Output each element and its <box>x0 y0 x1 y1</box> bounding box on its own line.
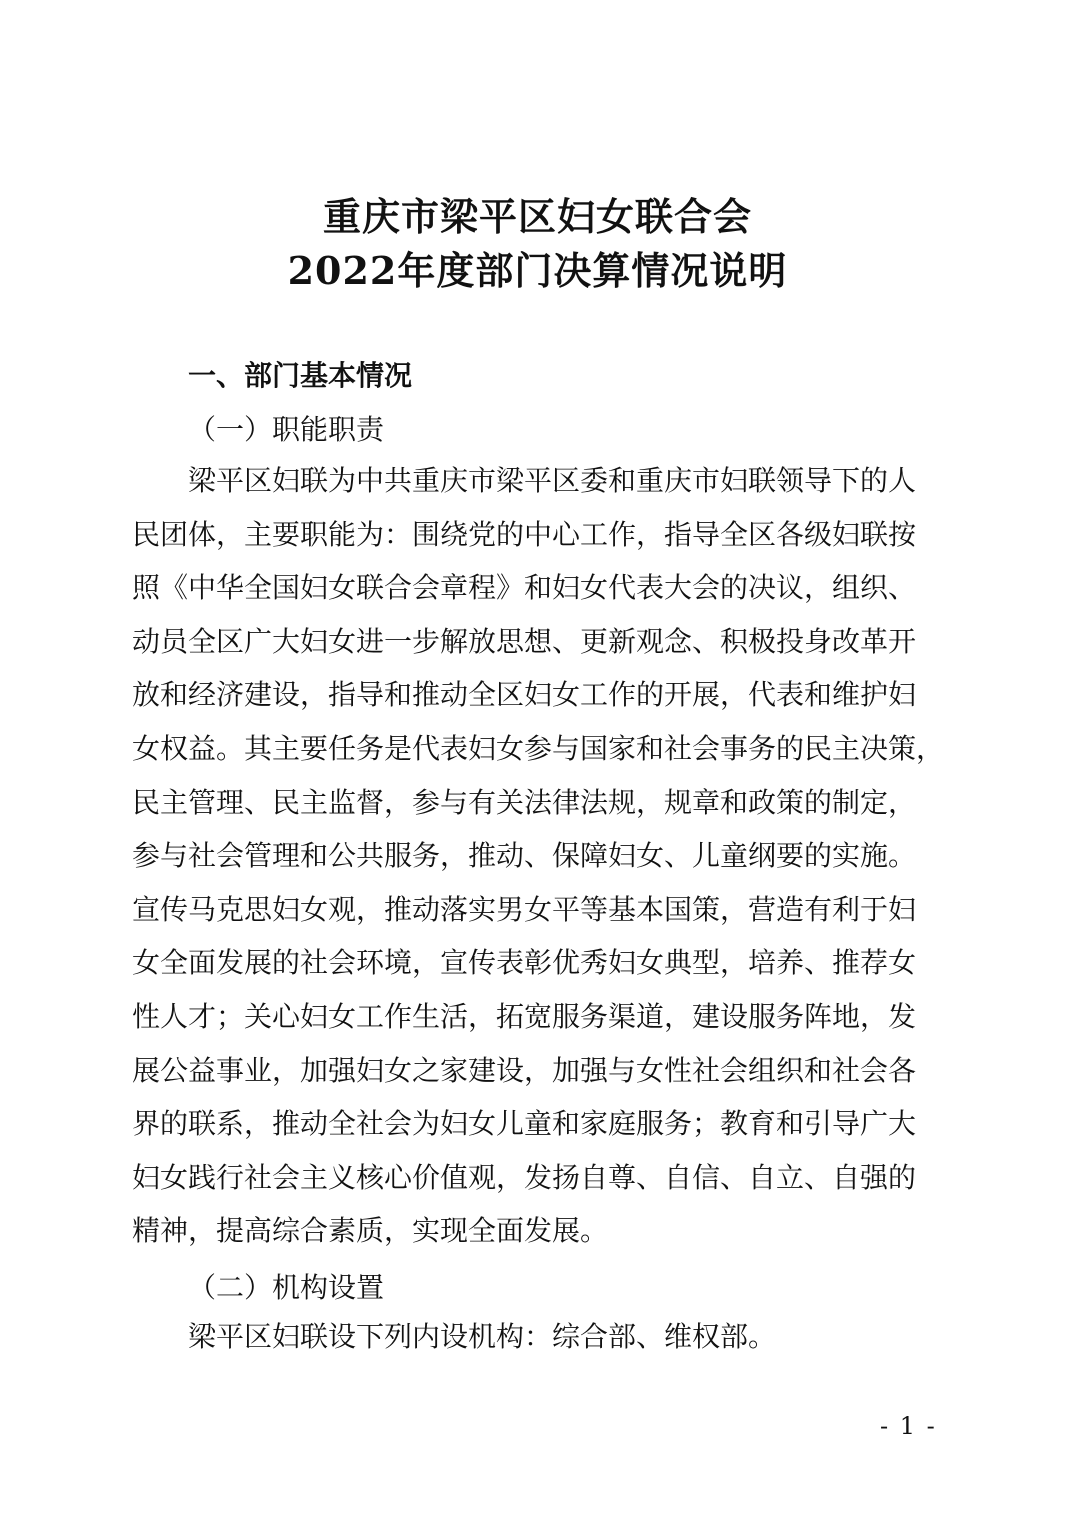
paragraph-line: 放和经济建设，指导和推动全区妇女工作的开展，代表和维护妇 <box>132 678 917 712</box>
document-title-line-2: 2022年度部门决算情况说明 <box>287 248 788 293</box>
document-title-line-1: 重庆市梁平区妇女联合会 <box>322 194 752 239</box>
paragraph-line: 界的联系，推动全社会为妇女儿童和家庭服务；教育和引导广大 <box>132 1107 917 1141</box>
paragraph-line: 妇女践行社会主义核心价值观，发扬自尊、自信、自立、自强的 <box>132 1160 917 1194</box>
paragraph-line: 动员全区广大妇女进一步解放思想、更新观念、积极投身改革开 <box>132 624 917 658</box>
paragraph-line: 女全面发展的社会环境，宣传表彰优秀妇女典型，培养、推荐女 <box>132 946 917 980</box>
paragraph-line: 参与社会管理和公共服务，推动、保障妇女、儿童纲要的实施。 <box>132 839 917 873</box>
sub-heading-organization: （二）机构设置 <box>188 1271 385 1304</box>
sub-heading-functions: （一）职能职责 <box>188 413 385 446</box>
paragraph-line: 民团体，主要职能为：围绕党的中心工作，指导全区各级妇联按 <box>132 517 917 551</box>
paragraph-line: 性人才；关心妇女工作生活，拓宽服务渠道，建设服务阵地，发 <box>132 999 917 1033</box>
paragraph-line: 宣传马克思妇女观，推动落实男女平等基本国策，营造有利于妇 <box>132 892 917 926</box>
functions-paragraph <box>132 454 944 1258</box>
paragraph-line: 民主管理、民主监督，参与有关法律法规，规章和政策的制定， <box>132 785 917 819</box>
paragraph-line: 精神，提高综合素质，实现全面发展。 <box>132 1214 609 1248</box>
organization-paragraph: 梁平区妇联设下列内设机构：综合部、维权部。 <box>188 1320 777 1353</box>
paragraph-line: 梁平区妇联为中共重庆市梁平区委和重庆市妇联领导下的人 <box>188 464 917 497</box>
section-heading-basic-info: 一、部门基本情况 <box>188 359 413 392</box>
paragraph-line: 照《中华全国妇女联合会章程》和妇女代表大会的决议，组织、 <box>132 571 917 605</box>
paragraph-line: 女权益。其主要任务是代表妇女参与国家和社会事务的民主决策， <box>132 731 945 765</box>
page-number: - 1 - <box>880 1412 937 1440</box>
paragraph-line: 展公益事业，加强妇女之家建设，加强与女性社会组织和社会各 <box>132 1053 917 1087</box>
